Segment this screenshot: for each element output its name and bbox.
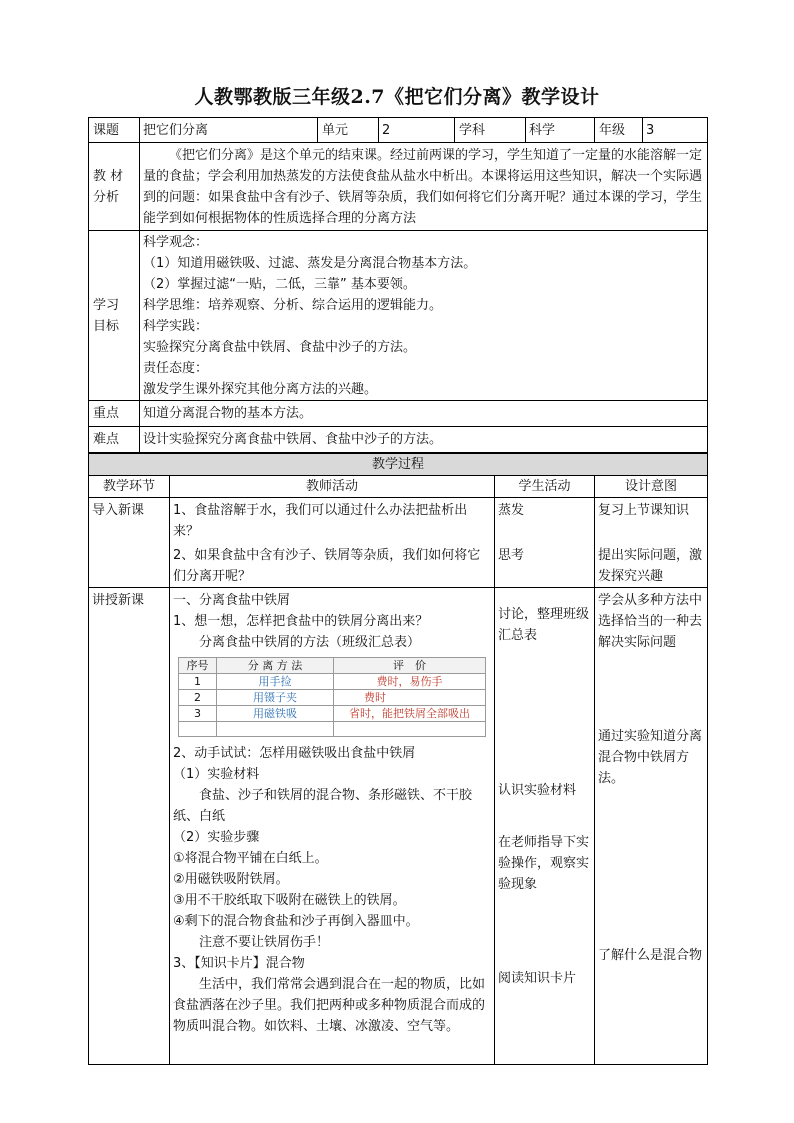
method-col-header: 评 价 <box>334 658 486 674</box>
objective-line: 科学实践： <box>143 319 209 334</box>
intro-student-2: 思考 <box>498 548 525 563</box>
method-index: 3 <box>179 706 217 722</box>
method-table-caption: 分离食盐中铁屑的方法（班级汇总表） <box>199 635 421 650</box>
student-activity-3: 在老师指导下实验操作，观察实验现象 <box>498 835 590 892</box>
method-index <box>179 722 217 737</box>
method-col-header: 序号 <box>179 658 217 674</box>
page-title: 人教鄂教版三年级2.7《把它们分离》教学设计 <box>194 86 600 108</box>
objective-line: 科学观念： <box>143 235 209 250</box>
method-evaluation: 省时，能把铁屑全部吸出 <box>334 706 486 722</box>
method-row <box>179 722 486 737</box>
method-table <box>178 657 486 737</box>
method-index: 1 <box>179 674 217 690</box>
info-table <box>88 117 708 453</box>
intro-question-1: 1、食盐溶解于水，我们可以通过什么办法把盐析出来？ <box>173 503 468 539</box>
intro-design-1: 复习上节课知识 <box>598 503 690 518</box>
subject-value: 科学 <box>526 118 595 143</box>
teach-stage: 讲授新课 <box>89 588 170 1065</box>
knowledge-card-title: 3、【知识卡片】混合物 <box>173 956 305 971</box>
step-item: ②用磁铁吸附铁屑。 <box>173 872 289 887</box>
question-2: 2、动手试试：怎样用磁铁吸出食盐中铁屑 <box>173 746 416 761</box>
difficulty-text: 设计实验探究分离食盐中铁屑、食盐中沙子的方法。 <box>140 427 708 453</box>
col-design: 设计意图 <box>595 476 708 498</box>
col-stage: 教学环节 <box>89 476 170 498</box>
method-row <box>179 706 486 722</box>
key-point-label: 重点 <box>89 401 140 427</box>
col-teacher: 教师活动 <box>170 476 495 498</box>
method-evaluation <box>334 722 486 737</box>
step-item: ④剩下的混合物食盐和沙子再倒入器皿中。 <box>173 914 419 929</box>
method-name <box>217 722 334 737</box>
intro-design-2: 提出实际问题，激发探究兴趣 <box>598 548 703 584</box>
step-item: ③用不干胶纸取下吸附在磁铁上的铁屑。 <box>173 893 406 908</box>
intro-question-2: 2、如果食盐中含有沙子、铁屑等杂质，我们如何将它们分离开呢？ <box>173 548 481 584</box>
design-intent-3: 了解什么是混合物 <box>598 948 703 963</box>
teach-teacher-activity <box>170 588 495 1065</box>
objectives-list <box>140 231 708 401</box>
analysis-label: 教 材 分析 <box>89 143 140 231</box>
course-label: 课题 <box>89 118 140 143</box>
caution-text: 注意不要让铁屑伤手！ <box>199 935 330 950</box>
unit-value: 2 <box>379 118 455 143</box>
method-name: 用磁铁吸 <box>217 706 334 722</box>
course-value: 把它们分离 <box>140 118 318 143</box>
key-point-text: 知道分离混合物的基本方法。 <box>140 401 708 427</box>
objective-line: （1）知道用磁铁吸、过滤、蒸发是分离混合物基本方法。 <box>143 256 477 271</box>
design-intent-2: 通过实验知道分离混合物中铁屑方法。 <box>598 729 703 786</box>
grade-label: 年级 <box>595 118 643 143</box>
question-1: 1、想一想，怎样把食盐中的铁屑分离出来？ <box>173 614 429 629</box>
method-row <box>179 674 486 690</box>
design-intent-1: 学会从多种方法中选择恰当的一种去解决实际问题 <box>598 593 703 650</box>
objective-line: （2）掌握过滤“一贴，二低，三靠” 基本要领。 <box>143 277 416 292</box>
intro-stage: 导入新课 <box>89 498 170 588</box>
method-row <box>179 690 486 706</box>
col-student: 学生活动 <box>495 476 595 498</box>
method-evaluation: 费时 <box>334 690 486 706</box>
objectives-label: 学习 目标 <box>89 231 140 401</box>
unit-label: 单元 <box>318 118 379 143</box>
method-name: 用手捡 <box>217 674 334 690</box>
process-header: 教学过程 <box>89 454 708 476</box>
method-col-header: 分 离 方 法 <box>217 658 334 674</box>
method-name: 用镊子夹 <box>217 690 334 706</box>
student-activity-2: 认识实验材料 <box>498 783 577 798</box>
step-item: ①将混合物平铺在白纸上。 <box>173 851 328 866</box>
subject-label: 学科 <box>455 118 526 143</box>
difficulty-label: 难点 <box>89 427 140 453</box>
process-table <box>88 453 708 1065</box>
objective-line: 实验探究分离食盐中铁屑、食盐中沙子的方法。 <box>143 340 417 355</box>
intro-student-1: 蒸发 <box>498 503 525 518</box>
analysis-text: 《把它们分离》是这个单元的结束课。经过前两课的学习，学生知道了一定量的水能溶解一定量的食盐；学会利用加热蒸发的方法使食盐从盐水中析出。本课将运用这些知识，解决一个实际遇到的问题：如果食盐中含有沙子、铁屑等杂质，我们如何将它们分离开呢？通过本课的学习，学生能学到如何根据物体的性质选择合理的分离方法 <box>143 148 703 226</box>
method-evaluation: 费时，易伤手 <box>334 674 486 690</box>
objective-line: 科学思维：培养观察、分析、综合运用的逻辑能力。 <box>143 298 443 313</box>
section-heading: 一、分离食盐中铁屑 <box>173 593 291 608</box>
knowledge-card-text: 生活中，我们常常会遇到混合在一起的物质，比如食盐洒落在沙子里。我们把两种或多种物质混合而成的物质叫混合物。如饮料、土壤、冰激凌、空气等。 <box>173 977 486 1034</box>
grade-value: 3 <box>643 118 708 143</box>
objective-line: 激发学生课外探究其他分离方法的兴趣。 <box>143 382 378 397</box>
student-activity-1: 讨论，整理班级汇总表 <box>498 607 590 643</box>
student-activity-4: 阅读知识卡片 <box>498 971 577 986</box>
objective-line: 责任态度： <box>143 361 209 376</box>
materials-title: （1）实验材料 <box>173 767 260 782</box>
materials-text: 食盐、沙子和铁屑的混合物、条形磁铁、不干胶纸、白纸 <box>173 788 473 824</box>
teach-student-activity <box>495 588 595 1065</box>
steps-title: （2）实验步骤 <box>173 830 260 845</box>
method-index: 2 <box>179 690 217 706</box>
teach-design-intent <box>595 588 708 1065</box>
